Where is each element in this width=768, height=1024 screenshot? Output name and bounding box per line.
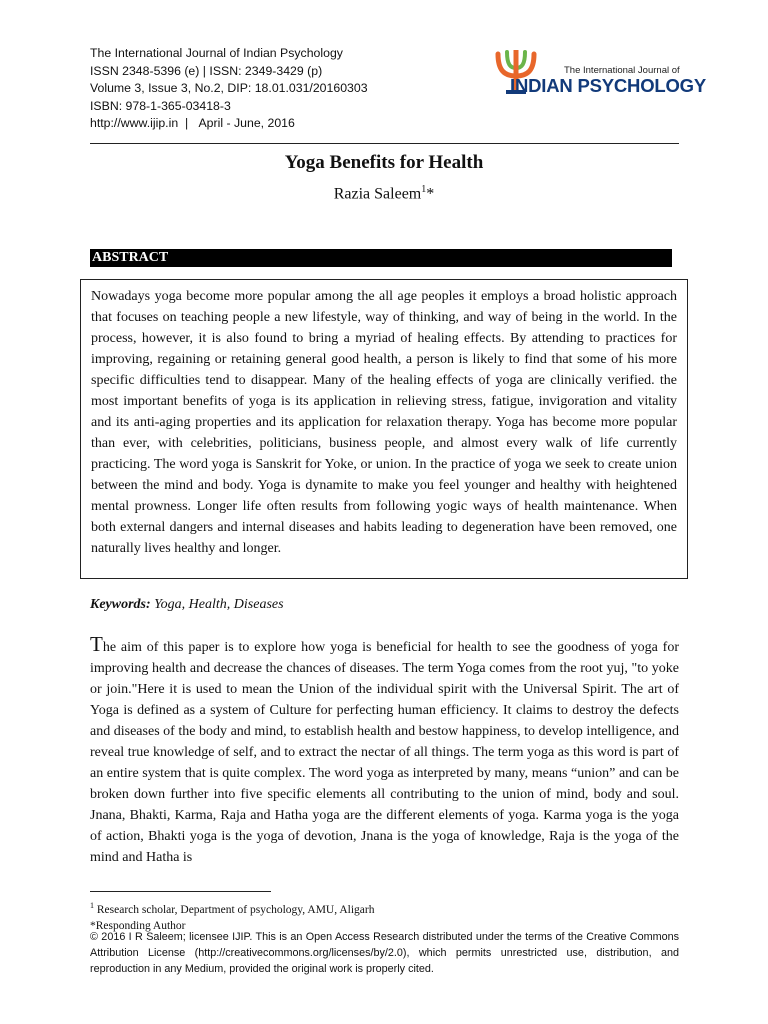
website-link[interactable]: http://www.ijip.in [90,116,179,130]
abstract-heading: ABSTRACT [90,249,672,267]
author-asterisk: * [426,185,435,203]
license-notice: © 2016 I R Saleem; licensee IJIP. This is an Open Access Research distributed under the terms of the Creative Commons Attribution License (http://creativecommons.org/licenses/by/2.0), which permits unrestricted use, distribution, and reproduction in any Medium, provided the original work is properly cited. [90,931,679,975]
article-title: Yoga Benefits for Health [284,152,484,173]
keywords-label: Keywords: [90,597,151,612]
footnote-1 [90,898,374,918]
author-line [0,184,768,203]
author-footnote-mark: 1 [421,184,427,195]
header-divider [90,143,679,144]
logo-small-text: The International Journal of [564,65,680,76]
journal-logo [494,48,707,104]
issue-date: April - June, 2016 [198,116,295,130]
footnote-1-text: Research scholar, Department of psychology, AMU, Aligarh [96,903,375,916]
abstract-box [80,279,688,579]
header-separator: | [185,116,189,130]
isbn-line: ISBN: 978-1-365-03418-3 [90,98,231,113]
journal-name: The International Journal of Indian Psychology [90,46,343,60]
body-text: he aim of this paper is to explore how yoga is beneficial for health to see the goodness of yoga for improving health and decrease the chances of diseases. The term Yoga comes from the root yuj, "to yoke or join."Here it is used to mean the Union of the individual spirit with the Universal Spirit. The art of Yoga is defined as a system of Culture for perfecting human efficiency. It claims to destroy the defects and diseases of the body and mind, to establish health and bestow happiness, to develop intelligence, and reveal true knowledge of self, and to extract the nectar of all things. The term yoga as this word is part of an entire system that is quite complex. The word yoga as interpreted by many, means “union” and can be broken down further into five specific elements all contributing to the union of mind, body and soul. Jnana, Bhakti, Karma, Raja and Hatha yoga are the different elements of yoga. Karma yoga is the yoga of action, Bhakti yoga is the yoga of devotion, Jnana is the yoga of knowledge, Raja is the yoga of the mind and Hatha is [90,640,679,865]
keywords-line [90,597,284,613]
journal-header-meta [90,45,368,133]
keywords-values: Yoga, Health, Diseases [154,597,284,612]
body-paragraph [90,634,679,868]
website-date-line [90,115,368,133]
volume-line: Volume 3, Issue 3, No.2, DIP: 18.01.031/20160303 [90,81,368,95]
dropcap-letter: T [90,632,103,656]
author-name: Razia Saleem [333,185,422,203]
issn-line: ISSN 2348-5396 (e) | ISSN: 2349-3429 (p) [90,63,323,78]
footnote-2: *Responding Author [90,919,186,932]
footnote-1-mark: 1 [90,901,94,910]
footnote-divider [90,891,271,892]
abstract-text: Nowadays yoga become more popular among the all age peoples it employs a broad holistic approach that focuses on teaching people a new lifestyle, way of thinking, and way of being in the world. In the process, however, it is also found to bring a myriad of healing effects. By attending to practices for improving, regaining or retaining general good health, a person is likely to find that some of his more specific difficulties tend to disappear. Many of the healing effects of yoga are clinically verified. the most important benefits of yoga is its application in relieving stress, fatigue, invigoration and vitality and its anti-aging properties and its application for relaxation therapy. Yoga has become more popular than ever, with celebrities, politicians, business people, and almost every walk of life currently practicing. The word yoga is Sanskrit for Yoke, or union. In the practice of yoga we seek to create union between the mind and body. Yoga is dynamite to make you feel younger and healthy with heightened mental prowness. Longer life often results from following yogic ways of health maintenance. When both external dangers and internal diseases and habits leading to degeneration have been removed, one naturally lives healthy and longer. [91,289,677,556]
logo-big-text: INDIAN PSYCHOLOGY [510,75,707,96]
